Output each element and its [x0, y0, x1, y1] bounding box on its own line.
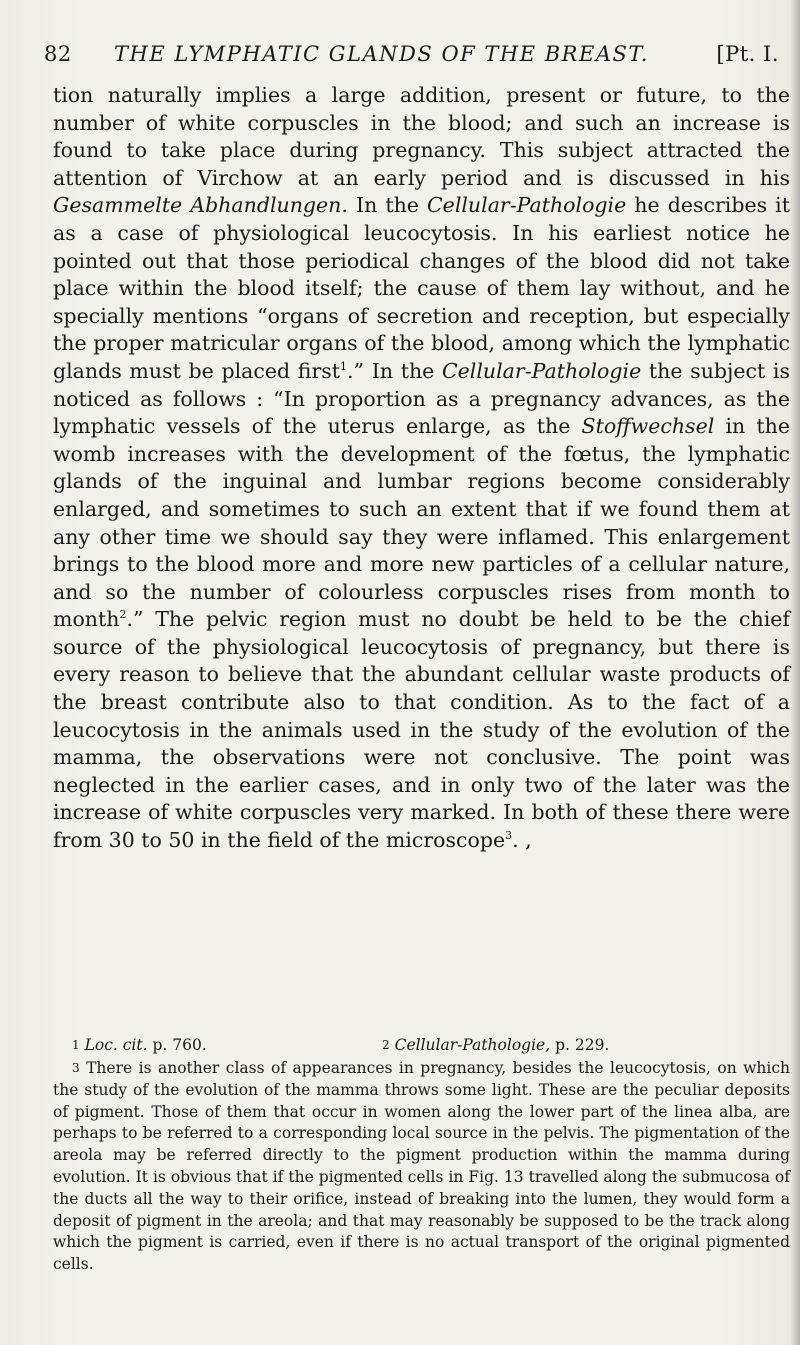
footnote-marker: 1 [340, 360, 348, 374]
text-run: . , [512, 828, 532, 853]
footnote-text: There is another class of appearances in pregnancy, besides the leucocytosis, on which the study of the evolution of the mamma throws some light. These are the peculiar deposits of pigment. Those of them that occur in women along the lower part of the linea alba, are perhaps to be referred to a corresponding local source in the pelvis. The pigmentation of the areola may be referred directly to the pigment production within the mamma during evolution. It is obvious that if the pigmented cells in Fig. 13 travelled along the submucosa of the ducts all the way to their orifice, instead of breaking into the lumen, they would form a deposit of pigment in the areola; and that may reasonably be supposed to be the track along which the pigment is carried, even if there is no actual transport of the original pigmented cells. [53, 1059, 790, 1274]
footnote-marker: 2 [119, 608, 127, 622]
text-run: he describes it as a case of physiological leucocytosis. In his earliest notice he pointed out that those periodical changes of the blood did not take place within the blood itself; the cause of them lay without, and he specially mentions “organs of secretion and reception, but especially the proper matricular organs of the blood, among which the lymphatic glands must be placed first [53, 193, 790, 383]
running-title: THE LYMPHATIC GLANDS OF THE BREAST. [114, 42, 649, 66]
text-run: .” The pelvic region must no doubt be held to be the chief source of the physiological leucocytosis of pregnancy, but there is every reason to believe that the abundant cellular waste products of the breast contribute also to that condition. As to the fact of a leucocytosis in the animals used in the study of the evolution of the mamma, the observations were not conclusive. The point was neglected in the earlier cases, and in only two of the later was the increase of white corpuscles very marked. In both of these there were from 30 to 50 in the field of the microscope [53, 607, 790, 853]
italic-title: Cellular-Pathologie [441, 358, 642, 383]
footnote-page: p. 229. [550, 1036, 610, 1054]
footnote-page: p. 760. [147, 1036, 207, 1054]
part-label: [Pt. I. [716, 42, 779, 66]
page-number: 82 [44, 42, 72, 66]
footnote-citation: Loc. cit. [84, 1036, 148, 1054]
text-run: in the womb increases with the development of the fœtus, the lymphatic glands of the inguinal and lumbar regions become considerably enlarged, and sometimes to such an extent that if we found them at any other time we should say they were inflamed. This enlargement brings to the blood more and more new particles of a cellular nature, and so the number of colourless corpuscles rises from month to month [53, 414, 790, 632]
main-text [53, 82, 790, 855]
footnote-number: 1 [72, 1038, 80, 1052]
italic-title: Gesammelte Abhandlungen. [53, 193, 348, 218]
footnote-paragraph [53, 1058, 790, 1276]
text-run: In the [347, 193, 427, 218]
running-header [44, 42, 779, 72]
footnote-references [72, 1036, 782, 1058]
italic-title: Cellular-Pathologie [427, 193, 627, 218]
text-run: .” In the [347, 358, 442, 383]
footnote-number: 2 [382, 1038, 390, 1052]
footnote-3 [53, 1058, 790, 1276]
page-edge-shadow [790, 0, 800, 1345]
footnote-2 [382, 1036, 609, 1054]
text-run: tion naturally implies a large addition, present or future, to the number of white corpuscles in the blood; and such an increase is found to take place during pregnancy. This subject attracted the attention of Virchow at an early period and is discussed in his [53, 83, 790, 190]
footnote-1 [72, 1036, 207, 1054]
footnote-marker: 3 [505, 829, 513, 843]
footnote-number: 3 [72, 1061, 80, 1075]
italic-term: Stoffwechsel [581, 414, 715, 439]
text-run: the subject is noticed as follows : “In proportion as a pregnancy advances, as the lymphatic vessels of the uterus enlarge, as the [53, 358, 790, 439]
body-paragraph [53, 82, 790, 855]
footnote-citation: Cellular-Pathologie, [394, 1036, 551, 1054]
